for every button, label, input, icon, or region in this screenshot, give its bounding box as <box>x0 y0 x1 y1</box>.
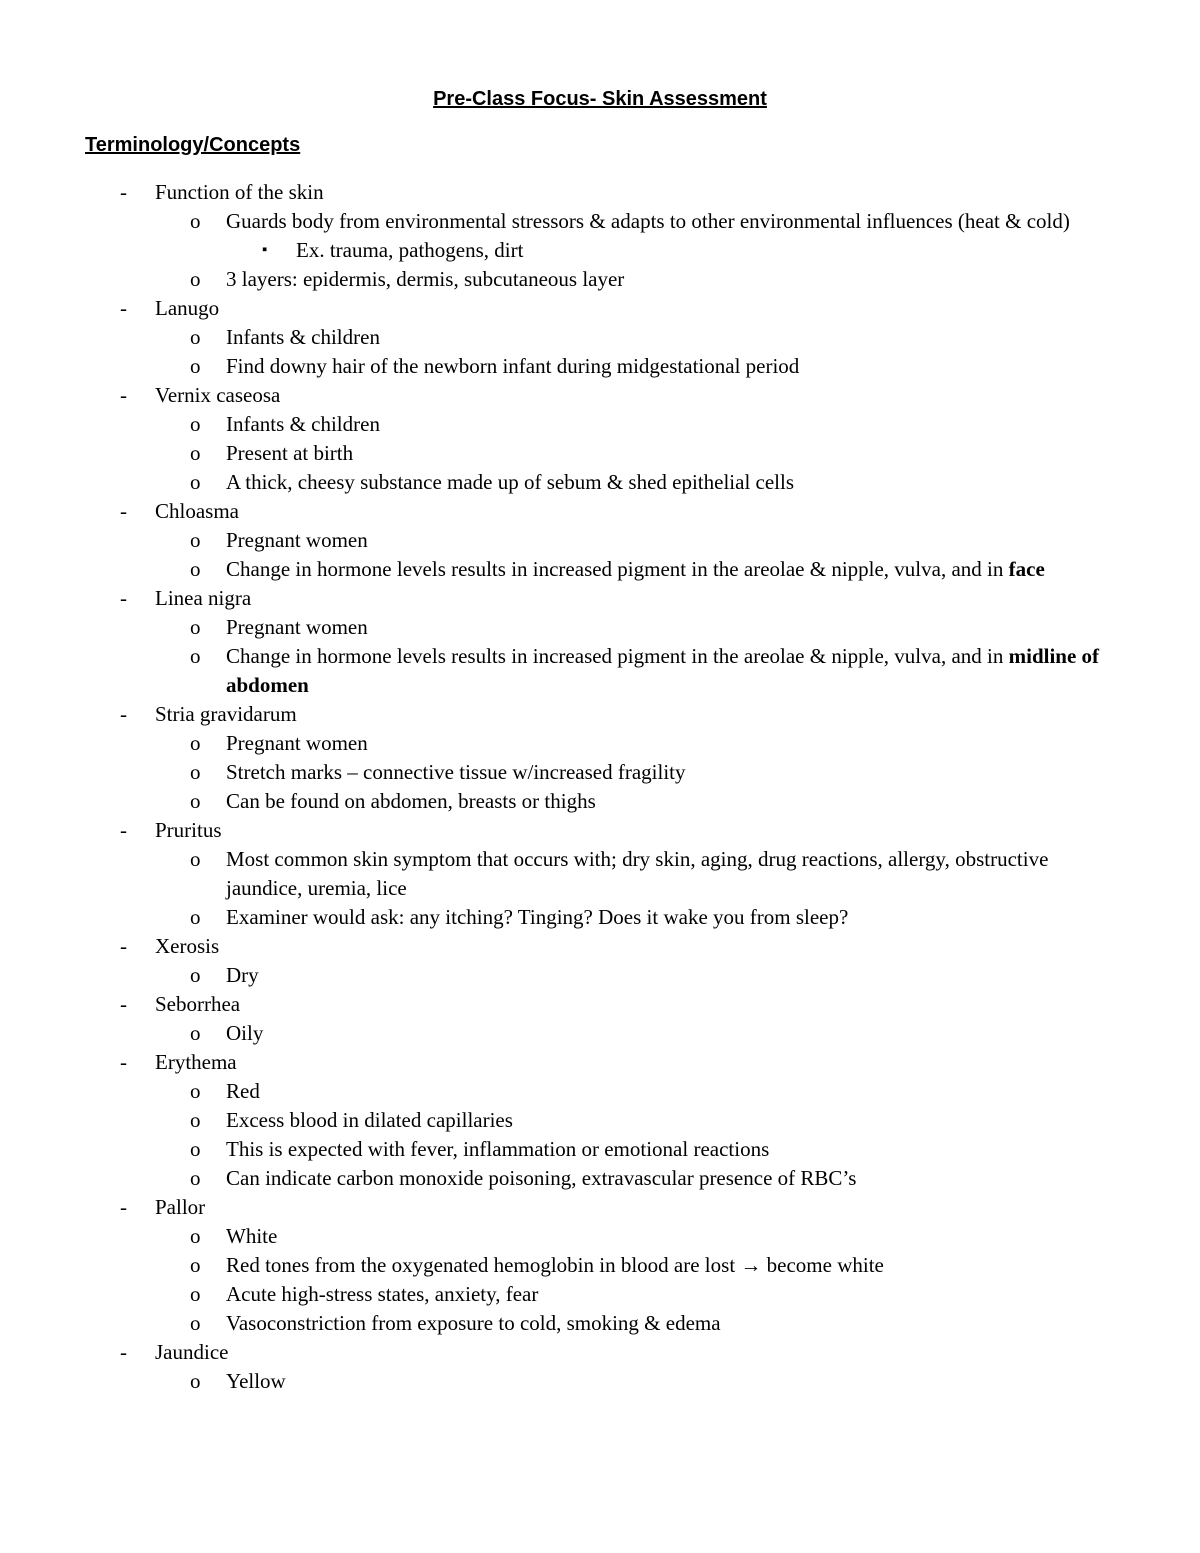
dash-bullet: - <box>120 1050 127 1074</box>
term-label: Pallor <box>155 1195 206 1219</box>
circle-bullet: o <box>190 760 201 784</box>
dash-bullet: - <box>120 702 127 726</box>
term-jaundice <box>0 1338 1200 1367</box>
list-item <box>0 642 1200 700</box>
item-text: Guards body from environmental stressors & adapts to other environmental influences (heat & cold) <box>226 209 1070 233</box>
term-label: Seborrhea <box>155 992 241 1016</box>
list-item <box>0 1309 1200 1338</box>
item-text: Oily <box>226 1021 264 1045</box>
item-text: White <box>226 1224 278 1248</box>
term-lanugo <box>0 294 1200 323</box>
item-text: Red tones from the oxygenated hemoglobin in blood are lost <box>226 1253 741 1277</box>
circle-bullet: o <box>190 1166 201 1190</box>
circle-bullet: o <box>190 557 201 581</box>
dash-bullet: - <box>120 586 127 610</box>
circle-bullet: o <box>190 325 201 349</box>
term-function <box>0 178 1200 207</box>
item-text: Pregnant women <box>226 528 368 552</box>
dash-bullet: - <box>120 180 127 204</box>
item-text: Pregnant women <box>226 615 368 639</box>
list-item <box>0 1019 1200 1048</box>
item-text: Vasoconstriction from exposure to cold, smoking & edema <box>226 1311 721 1335</box>
circle-bullet: o <box>190 615 201 639</box>
list-item <box>0 1077 1200 1106</box>
list-item <box>0 1280 1200 1309</box>
dash-bullet: - <box>120 934 127 958</box>
circle-bullet: o <box>190 528 201 552</box>
circle-bullet: o <box>190 1079 201 1103</box>
item-text: Examiner would ask: any itching? Tinging? Does it wake you from sleep? <box>226 905 849 929</box>
item-text: A thick, cheesy substance made up of sebum & shed epithelial cells <box>226 470 795 494</box>
dash-bullet: - <box>120 818 127 842</box>
term-label: Function of the skin <box>155 180 324 204</box>
page-title: Pre-Class Focus- Skin Assessment <box>433 88 767 110</box>
list-item <box>0 439 1200 468</box>
circle-bullet: o <box>190 644 201 668</box>
dash-bullet: - <box>120 1195 127 1219</box>
list-item <box>0 1135 1200 1164</box>
list-item <box>0 1222 1200 1251</box>
list-item <box>0 903 1200 932</box>
term-label: Linea nigra <box>155 586 252 610</box>
item-text: Change in hormone levels results in increased pigment in the areolae & nipple, vulva, and in <box>226 644 1009 668</box>
item-text: 3 layers: epidermis, dermis, subcutaneous layer <box>226 267 625 291</box>
item-text: Excess blood in dilated capillaries <box>226 1108 513 1132</box>
circle-bullet: o <box>190 354 201 378</box>
list-item <box>0 1164 1200 1193</box>
circle-bullet: o <box>190 847 201 871</box>
section-heading: Terminology/Concepts <box>85 134 301 156</box>
item-text: become white <box>761 1253 884 1277</box>
circle-bullet: o <box>190 267 201 291</box>
term-label: Jaundice <box>155 1340 229 1364</box>
item-text: Infants & children <box>226 412 380 436</box>
square-bullet-icon: ▪ <box>262 242 268 258</box>
term-vernix <box>0 381 1200 410</box>
dash-bullet: - <box>120 499 127 523</box>
item-text: Pregnant women <box>226 731 368 755</box>
list-item <box>0 845 1200 903</box>
list-item <box>0 468 1200 497</box>
circle-bullet: o <box>190 209 201 233</box>
list-item <box>0 352 1200 381</box>
item-text: Stretch marks – connective tissue w/increased fragility <box>226 760 686 784</box>
list-item <box>0 323 1200 352</box>
circle-bullet: o <box>190 731 201 755</box>
circle-bullet: o <box>190 1108 201 1132</box>
item-text: Present at birth <box>226 441 354 465</box>
item-text: Change in hormone levels results in increased pigment in the areolae & nipple, vulva, and in <box>226 557 1009 581</box>
list-item <box>0 526 1200 555</box>
dash-bullet: - <box>120 296 127 320</box>
term-label: Erythema <box>155 1050 237 1074</box>
item-text: Infants & children <box>226 325 380 349</box>
circle-bullet: o <box>190 789 201 813</box>
list-item <box>0 207 1200 236</box>
term-label: Pruritus <box>155 818 222 842</box>
circle-bullet: o <box>190 412 201 436</box>
list-item <box>0 613 1200 642</box>
item-text: Ex. trauma, pathogens, dirt <box>296 238 524 262</box>
item-text: Most common skin symptom that occurs with; dry skin, aging, drug reactions, allergy, obstructive jaundice, uremia, lice <box>226 847 1049 900</box>
circle-bullet: o <box>190 905 201 929</box>
term-pruritus <box>0 816 1200 845</box>
list-item <box>0 555 1200 584</box>
term-label: Vernix caseosa <box>155 383 281 407</box>
term-chloasma <box>0 497 1200 526</box>
emphasis-text: face <box>1008 557 1045 581</box>
item-text: Can be found on abdomen, breasts or thighs <box>226 789 596 813</box>
list-item <box>0 236 1200 265</box>
list-item <box>0 787 1200 816</box>
list-item <box>0 265 1200 294</box>
term-pallor <box>0 1193 1200 1222</box>
list-item <box>0 729 1200 758</box>
item-text: Yellow <box>226 1369 286 1393</box>
term-stria <box>0 700 1200 729</box>
item-text: Red <box>226 1079 260 1103</box>
term-linea-nigra <box>0 584 1200 613</box>
term-label: Chloasma <box>155 499 239 523</box>
list-item <box>0 1367 1200 1396</box>
item-text: Find downy hair of the newborn infant during midgestational period <box>226 354 800 378</box>
list-item <box>0 410 1200 439</box>
circle-bullet: o <box>190 1369 201 1393</box>
item-text: Acute high-stress states, anxiety, fear <box>226 1282 539 1306</box>
circle-bullet: o <box>190 441 201 465</box>
term-label: Lanugo <box>155 296 220 320</box>
item-text: Dry <box>226 963 259 987</box>
term-label: Xerosis <box>155 934 220 958</box>
list-item <box>0 1106 1200 1135</box>
list-item <box>0 758 1200 787</box>
circle-bullet: o <box>190 1137 201 1161</box>
dash-bullet: - <box>120 383 127 407</box>
circle-bullet: o <box>190 1282 201 1306</box>
list-item <box>0 961 1200 990</box>
term-seborrhea <box>0 990 1200 1019</box>
term-xerosis <box>0 932 1200 961</box>
item-text: This is expected with fever, inflammation or emotional reactions <box>226 1137 770 1161</box>
dash-bullet: - <box>120 1340 127 1364</box>
circle-bullet: o <box>190 1311 201 1335</box>
term-label: Stria gravidarum <box>155 702 297 726</box>
emphasis-text: midline of abdomen <box>226 644 1100 697</box>
list-item <box>0 1251 1200 1280</box>
circle-bullet: o <box>190 1224 201 1248</box>
circle-bullet: o <box>190 470 201 494</box>
arrow-right-icon: → <box>740 1253 762 1277</box>
terminology-list <box>0 178 1200 1396</box>
term-erythema <box>0 1048 1200 1077</box>
circle-bullet: o <box>190 1253 201 1277</box>
circle-bullet: o <box>190 963 201 987</box>
item-text: Can indicate carbon monoxide poisoning, extravascular presence of RBC’s <box>226 1166 857 1190</box>
circle-bullet: o <box>190 1021 201 1045</box>
dash-bullet: - <box>120 992 127 1016</box>
